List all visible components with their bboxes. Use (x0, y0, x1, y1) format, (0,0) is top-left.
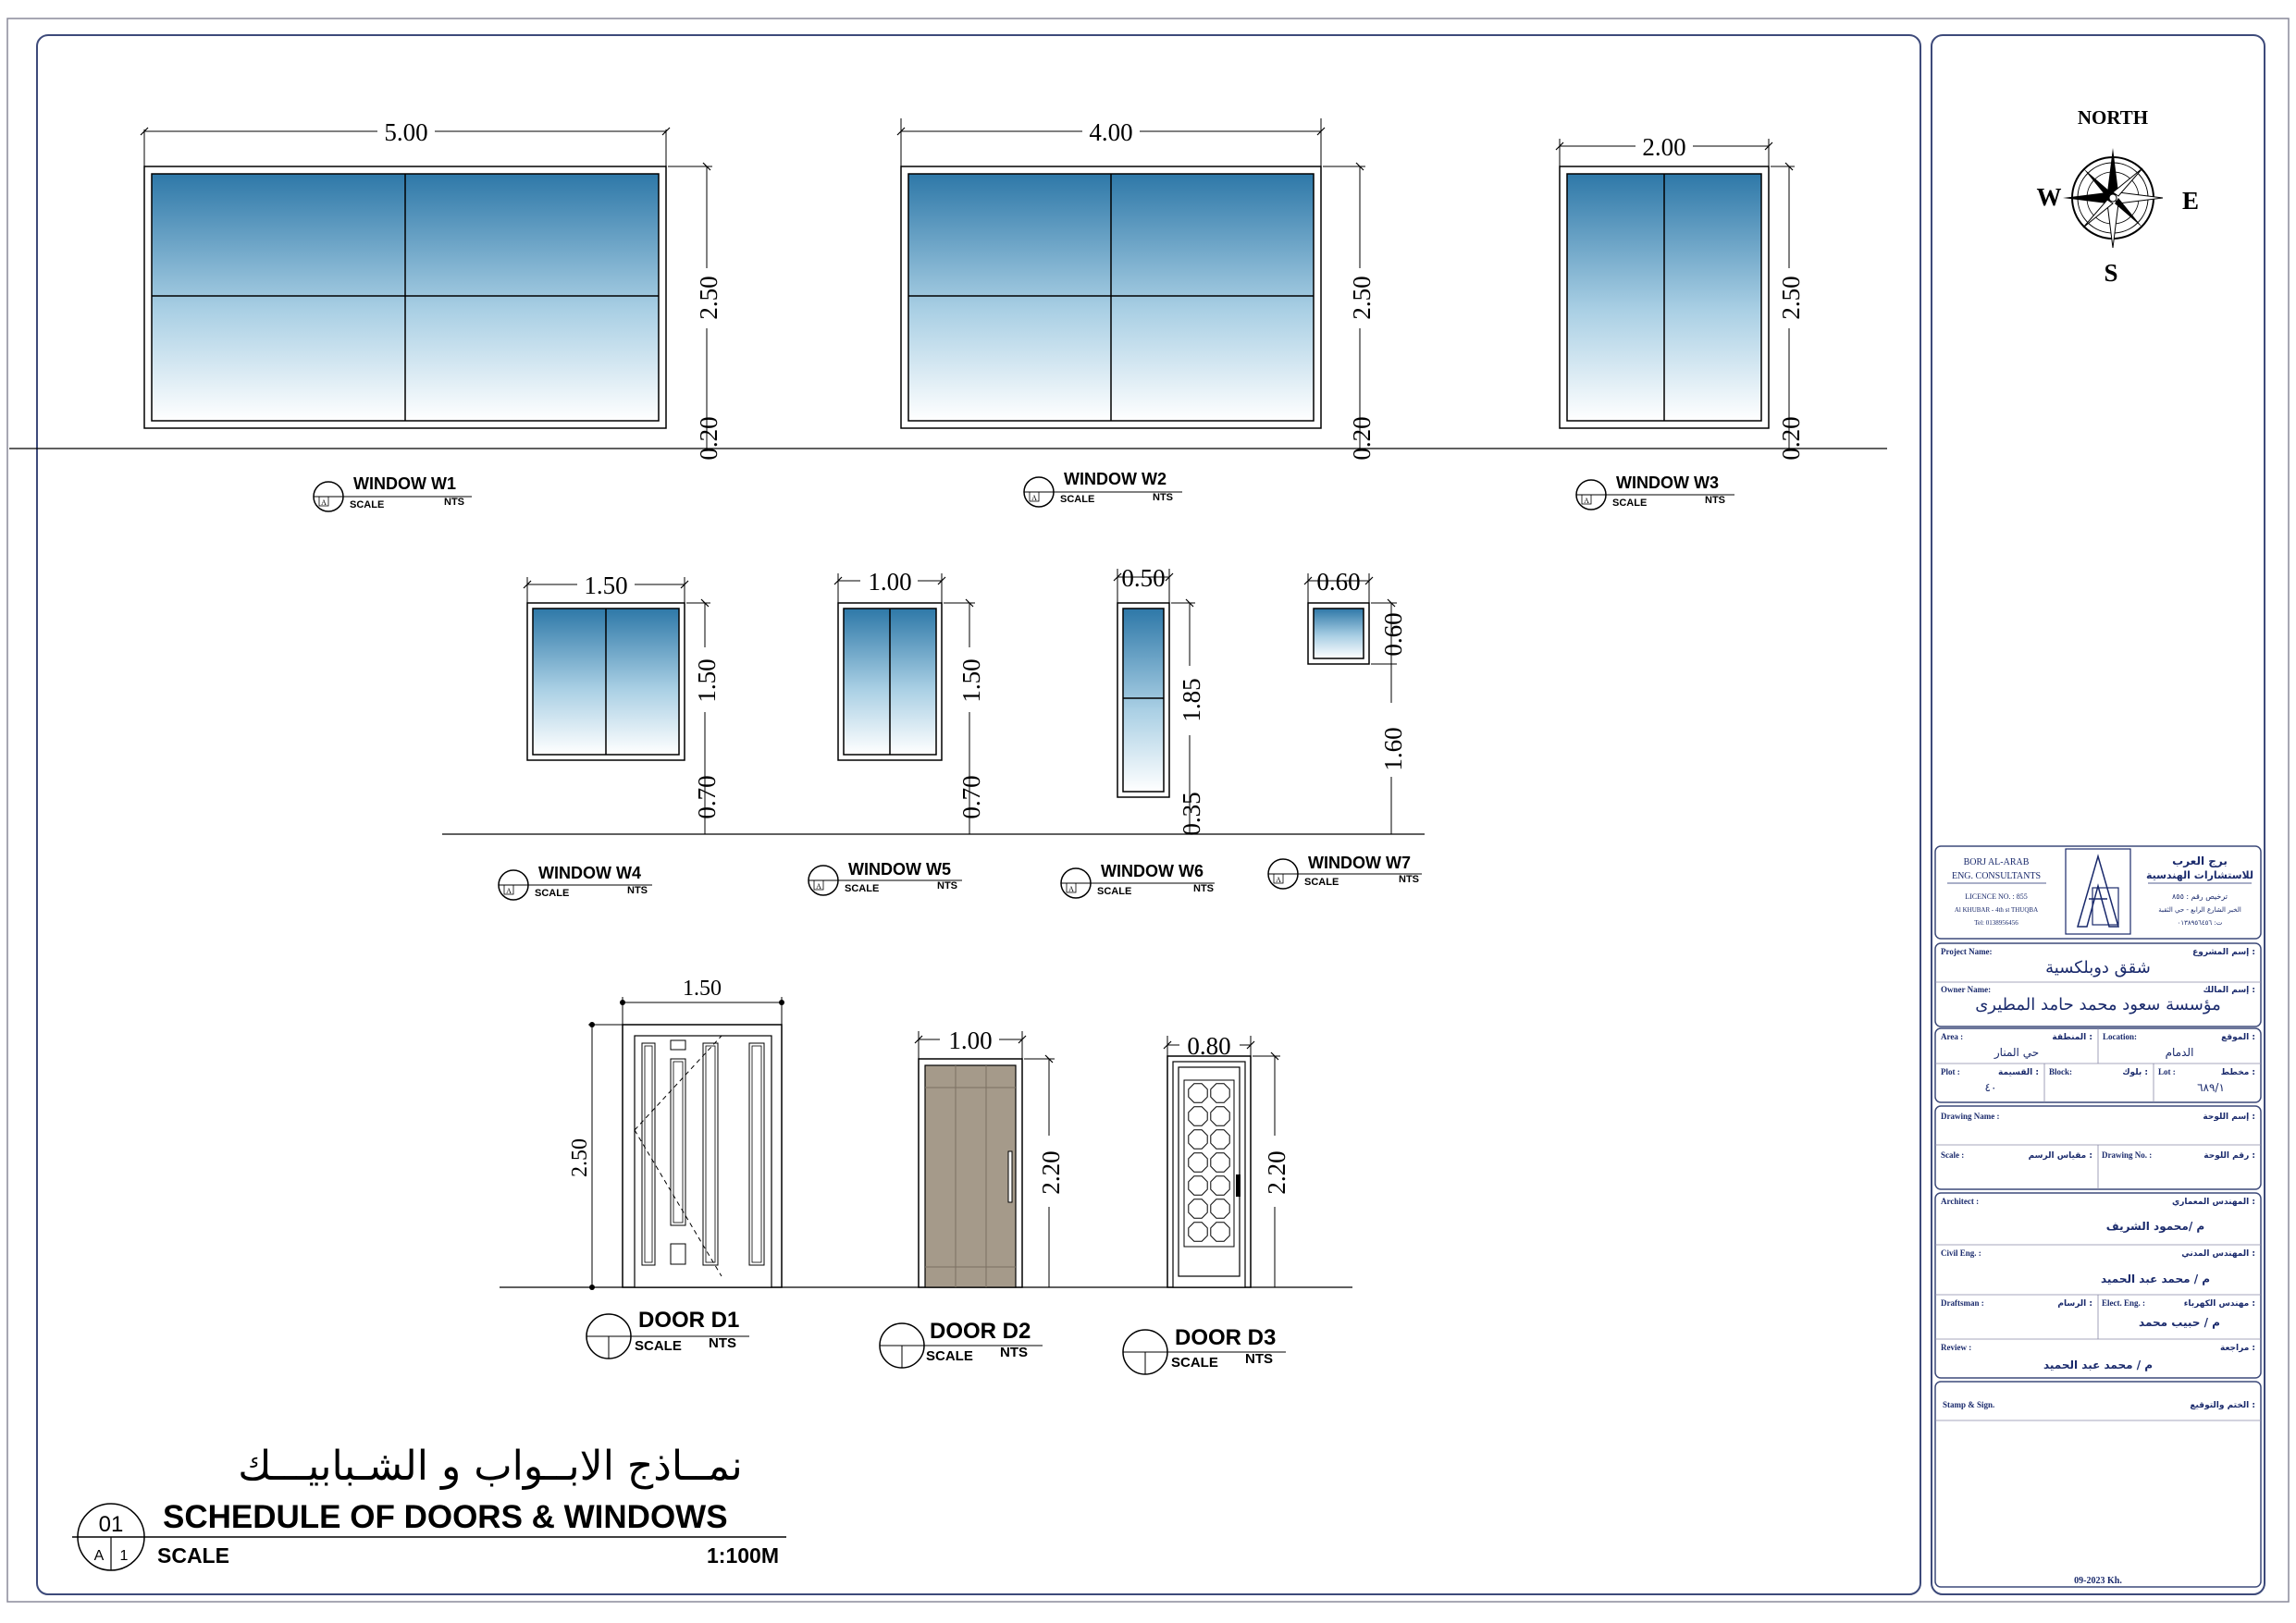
svg-text:بلوك :: بلوك : (2122, 1068, 2148, 1077)
svg-text:Tel: 0138956456: Tel: 0138956456 (1974, 919, 2018, 927)
w1-width-dimension (144, 118, 666, 166)
d1-width-dimension (623, 977, 782, 1025)
svg-text:Owner Name:: Owner Name: (1941, 985, 1992, 994)
w6-width-text: 0.50 (1121, 564, 1166, 592)
svg-text:Lot :: Lot : (2158, 1067, 2176, 1076)
company-logo (2066, 849, 2130, 934)
svg-text:Scale :: Scale : (1941, 1150, 1965, 1160)
w4-height-text: 1.50 (693, 658, 721, 703)
title-block (1935, 846, 2261, 1587)
svg-text:إسم المشروع :: إسم المشروع : (2192, 948, 2255, 957)
w2-label (1024, 470, 1182, 507)
w5-height-text: 1.50 (957, 658, 985, 703)
w2-height-text: 2.50 (1348, 276, 1376, 320)
w6-name: WINDOW W6 (1101, 862, 1204, 880)
svg-text:ت: ٠١٣٨٩٥٦٤٥٦: ت: ٠١٣٨٩٥٦٤٥٦ (2177, 919, 2223, 927)
svg-text:Civil Eng. :: Civil Eng. : (1941, 1248, 1981, 1258)
svg-text:مقياس الرسم :: مقياس الرسم : (2028, 1151, 2092, 1161)
d3-name: DOOR D3 (1175, 1325, 1277, 1350)
svg-text:Draftsman :: Draftsman : (1941, 1298, 1984, 1308)
w3-label (1576, 473, 1734, 510)
w4-height-dimension (686, 603, 721, 834)
svg-text:SCALE: SCALE (1097, 886, 1132, 897)
svg-text:BORJ AL-ARAB: BORJ AL-ARAB (1963, 857, 2030, 867)
north-arrow-icon (2037, 106, 2200, 287)
svg-text:إسم المالك :: إسم المالك : (2203, 986, 2255, 995)
w4-width-text: 1.50 (584, 572, 628, 599)
w5-sill-text: 0.70 (957, 775, 985, 819)
svg-text:NTS: NTS (627, 885, 648, 896)
svg-text:Location:: Location: (2103, 1032, 2137, 1041)
svg-text:NTS: NTS (937, 880, 957, 891)
w4-width-dimension (527, 572, 685, 603)
scale-value: 1:100M (707, 1543, 779, 1568)
svg-text:SCALE: SCALE (1612, 498, 1648, 509)
svg-text:برج العرب: برج العرب (2172, 855, 2228, 867)
svg-text:S: S (2104, 259, 2118, 287)
w5-name: WINDOW W5 (848, 860, 951, 879)
svg-text:A: A (321, 498, 327, 507)
svg-text:إسم اللوحة :: إسم اللوحة : (2203, 1113, 2255, 1122)
svg-text:Review :: Review : (1941, 1343, 1972, 1352)
w7-width-text: 0.60 (1316, 568, 1361, 596)
d3-width-text: 0.80 (1187, 1032, 1231, 1060)
svg-text:Block:: Block: (2049, 1067, 2073, 1076)
svg-text:ENG. CONSULTANTS: ENG. CONSULTANTS (1951, 871, 2042, 881)
issue-date: 09-2023 Kh. (2074, 1576, 2122, 1586)
svg-text:Stamp & Sign.: Stamp & Sign. (1943, 1400, 1995, 1409)
svg-text:NTS: NTS (709, 1335, 736, 1351)
svg-text:رقم اللوحة :: رقم اللوحة : (2203, 1151, 2255, 1161)
svg-text:NTS: NTS (1245, 1351, 1273, 1367)
svg-text:شقق دوبلكسية: شقق دوبلكسية (2045, 958, 2151, 977)
d1-height-text: 2.50 (568, 1138, 592, 1177)
w7-height-text: 0.60 (1379, 612, 1407, 657)
svg-text:Drawing Name :: Drawing Name : (1941, 1112, 2000, 1121)
w3-sill-text: 0.20 (1777, 416, 1805, 461)
w6-sill-text: 0.35 (1178, 792, 1205, 836)
w2-width-text: 4.00 (1089, 118, 1133, 146)
w1-height-dimension (668, 166, 722, 461)
svg-text:LICENCE NO. : 855: LICENCE NO. : 855 (1965, 892, 2028, 901)
door-d2-elevation (919, 1059, 1022, 1287)
svg-text:A: A (1031, 494, 1037, 502)
w3-width-text: 2.00 (1642, 133, 1686, 161)
svg-text:الدمام: الدمام (2165, 1046, 2194, 1059)
d2-width-text: 1.00 (948, 1027, 993, 1054)
d3-label (1123, 1325, 1286, 1374)
d3-height-dimension (1253, 1056, 1290, 1287)
svg-text:A: A (1584, 497, 1589, 505)
w1-height-text: 2.50 (695, 276, 722, 320)
svg-text:القسيمة :: القسيمة : (1998, 1068, 2039, 1077)
svg-text:مهندس الكهرباء :: مهندس الكهرباء : (2183, 1299, 2255, 1309)
title-arabic: نمــاذج الابــواب و الشـبابيـــك (238, 1443, 743, 1490)
w3-height-dimension (1771, 166, 1805, 461)
d2-height-dimension (1024, 1059, 1065, 1287)
svg-text:الخبر الشارع الرابع - حي الثقب: الخبر الشارع الرابع - حي الثقبة (2158, 906, 2241, 914)
svg-text:للاستشارات الهندسية: للاستشارات الهندسية (2145, 869, 2254, 881)
door-d1-elevation (623, 1025, 782, 1287)
svg-text:SCALE: SCALE (535, 888, 570, 899)
svg-text:المهندس المدني :: المهندس المدني : (2181, 1249, 2255, 1259)
svg-text:NTS: NTS (444, 497, 464, 508)
window-w5-elevation (838, 603, 942, 760)
w6-height-text: 1.85 (1178, 678, 1205, 722)
d1-height-dimension (568, 1025, 623, 1287)
d2-name: DOOR D2 (930, 1319, 1031, 1344)
scale-label: SCALE (157, 1543, 229, 1568)
d1-label (586, 1308, 749, 1359)
window-w4-elevation (527, 603, 685, 760)
svg-text:A: A (816, 882, 821, 891)
d2-width-dimension (919, 1027, 1022, 1059)
svg-text:Area :: Area : (1941, 1032, 1964, 1041)
w1-name: WINDOW W1 (353, 474, 456, 493)
svg-text:NTS: NTS (1705, 495, 1725, 506)
svg-text:Plot :: Plot : (1941, 1067, 1960, 1076)
svg-text:مؤسسة سعود محمد حامد المطيرى: مؤسسة سعود محمد حامد المطيرى (1975, 995, 2221, 1014)
svg-text:Architect :: Architect : (1941, 1197, 1980, 1206)
svg-text:الختم والتوقيع :: الختم والتوقيع : (2190, 1401, 2255, 1410)
svg-text:حي المنار: حي المنار (1994, 1046, 2040, 1059)
w2-width-dimension (901, 118, 1321, 166)
w3-height-text: 2.50 (1777, 276, 1805, 320)
w7-height-dimension (1371, 603, 1407, 834)
svg-text:1: 1 (119, 1548, 129, 1564)
w3-width-dimension (1560, 133, 1769, 166)
w5-width-dimension (838, 568, 942, 603)
w5-label (809, 860, 962, 895)
svg-text:م /محمود الشريف: م /محمود الشريف (2105, 1220, 2205, 1233)
w1-sill-text: 0.20 (695, 416, 722, 461)
svg-text:SCALE: SCALE (1304, 877, 1339, 888)
svg-text:SCALE: SCALE (350, 499, 385, 510)
svg-text:مخطط :: مخطط : (2220, 1068, 2255, 1077)
w6-width-dimension (1117, 564, 1169, 603)
w3-name: WINDOW W3 (1616, 473, 1719, 492)
w4-label (499, 864, 652, 900)
window-w3-elevation (1560, 166, 1769, 428)
w2-height-dimension (1323, 166, 1376, 461)
svg-text:م / محمد عبد الحميد: م / محمد عبد الحميد (2100, 1273, 2211, 1285)
d1-width-text: 1.50 (683, 977, 722, 1001)
svg-text:E: E (2181, 187, 2200, 215)
svg-text:NORTH: NORTH (2077, 106, 2149, 129)
w1-width-text: 5.00 (384, 118, 428, 146)
d2-height-text: 2.20 (1037, 1150, 1065, 1195)
w5-height-dimension (944, 603, 985, 834)
w6-height-dimension (1171, 603, 1205, 836)
svg-text:المنطقة :: المنطقة : (2052, 1033, 2092, 1042)
svg-text:SCALE: SCALE (845, 883, 880, 894)
window-w1-elevation (144, 166, 666, 428)
svg-text:SCALE: SCALE (1060, 494, 1095, 505)
drawing-number: 01 (98, 1512, 124, 1537)
w7-name: WINDOW W7 (1308, 854, 1411, 872)
svg-text:Drawing No. :: Drawing No. : (2102, 1150, 2153, 1160)
w4-sill-text: 0.70 (693, 775, 721, 819)
sheet-title (72, 1443, 786, 1570)
svg-text:مراجعة :: مراجعة : (2219, 1344, 2255, 1353)
svg-text:المهندس المعماري :: المهندس المعماري : (2171, 1198, 2255, 1207)
svg-text:SCALE: SCALE (1171, 1355, 1218, 1371)
w6-label (1061, 862, 1215, 898)
svg-text:NTS: NTS (1399, 874, 1419, 885)
svg-text:A: A (1068, 885, 1074, 893)
window-w2-elevation (901, 166, 1321, 428)
w1-label (314, 474, 472, 511)
w7-label (1268, 854, 1422, 889)
door-d3-elevation (1167, 1056, 1251, 1287)
svg-text:SCALE: SCALE (635, 1338, 682, 1354)
w4-name: WINDOW W4 (538, 864, 641, 882)
window-w7-elevation (1308, 603, 1369, 664)
w2-name: WINDOW W2 (1064, 470, 1167, 488)
svg-text:A: A (506, 887, 512, 895)
svg-text:NTS: NTS (1193, 883, 1214, 894)
w5-width-text: 1.00 (868, 568, 912, 596)
w7-sill-text: 1.60 (1379, 727, 1407, 771)
svg-text:ترخيص رقم : ٨٥٥: ترخيص رقم : ٨٥٥ (2171, 892, 2228, 901)
svg-text:Al KHUBAR - 4th st THUQBA: Al KHUBAR - 4th st THUQBA (1954, 906, 2039, 914)
w2-sill-text: 0.20 (1348, 416, 1376, 461)
svg-text:م / حبيب محمد: م / حبيب محمد (2139, 1316, 2220, 1329)
svg-text:م / محمد عبد الحميد: م / محمد عبد الحميد (2043, 1359, 2154, 1371)
svg-text:الرسام :: الرسام : (2057, 1299, 2092, 1309)
svg-text:NTS: NTS (1000, 1345, 1028, 1360)
w7-width-dimension (1308, 568, 1369, 603)
d1-name: DOOR D1 (638, 1308, 740, 1333)
svg-text:Elect. Eng. :: Elect. Eng. : (2102, 1298, 2145, 1308)
d3-height-text: 2.20 (1263, 1150, 1290, 1195)
d2-label (880, 1319, 1043, 1368)
svg-text:NTS: NTS (1153, 492, 1173, 503)
svg-text:W: W (2036, 183, 2062, 211)
svg-text:٦٨٩/١: ٦٨٩/١ (2197, 1081, 2225, 1094)
window-w6-elevation (1117, 603, 1169, 797)
svg-text:Project Name:: Project Name: (1941, 947, 1993, 956)
svg-text:٤٠: ٤٠ (1984, 1081, 1997, 1094)
svg-text:SCALE: SCALE (926, 1348, 973, 1364)
title-english: SCHEDULE OF DOORS & WINDOWS (163, 1499, 728, 1535)
svg-text:A: A (93, 1548, 105, 1564)
svg-text:الموقع :: الموقع : (2221, 1033, 2255, 1042)
svg-text:A: A (1276, 876, 1281, 884)
